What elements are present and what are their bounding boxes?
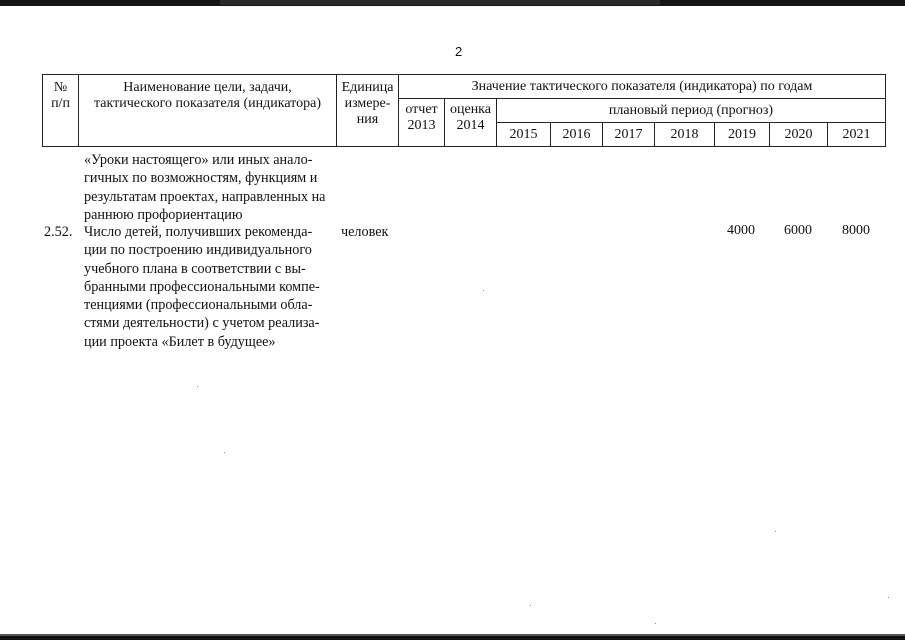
header-report [399, 99, 445, 147]
header-report-label: отчет [405, 102, 438, 117]
value-2020: 6000 [784, 223, 812, 238]
name-line: результатам проектах, направленных на [84, 188, 326, 205]
indicator-table-header [42, 74, 886, 147]
header-estimate [445, 99, 497, 147]
name-line: ции по построению индивидуального [84, 242, 312, 259]
scan-top-border [0, 0, 905, 6]
header-year-2016: 2016 [551, 123, 603, 147]
scan-speck [530, 605, 531, 606]
header-year-2017: 2017 [603, 123, 655, 147]
header-name-line1: Наименование цели, задачи, [123, 80, 292, 95]
name-line: учебного плана в соответствии с вы- [84, 260, 306, 277]
header-plan-title: плановый период (прогноз) [497, 99, 886, 123]
name-line: «Уроки настоящего» или иных анало- [84, 152, 313, 168]
header-year-2015: 2015 [497, 123, 551, 147]
header-name [79, 75, 337, 147]
value-2019: 4000 [727, 223, 755, 238]
table-row-unit: человек [341, 224, 389, 240]
scan-speck [775, 531, 776, 532]
header-name-line2: тактического показателя (индикатора) [94, 96, 321, 111]
scan-speck [197, 386, 198, 387]
header-report-year: 2013 [407, 118, 436, 133]
name-line: Число детей, получивших рекоменда- [84, 224, 313, 240]
header-year-2019: 2019 [715, 123, 770, 147]
header-unit-line2: измере- [344, 96, 391, 111]
value-2021: 8000 [842, 223, 870, 238]
scan-speck [888, 597, 889, 598]
page-number: 2 [455, 44, 463, 59]
name-line: стями деятельности) с учетом реализа- [84, 315, 320, 332]
table-row-num: 2.52. [44, 224, 73, 240]
scan-speck [655, 623, 656, 624]
scan-speck [224, 452, 225, 453]
header-num-line2: п/п [51, 96, 70, 111]
header-num-line1: № [53, 80, 68, 95]
table-row-continuation-name [84, 151, 336, 224]
header-year-2021: 2021 [828, 123, 886, 147]
header-year-2020: 2020 [770, 123, 828, 147]
header-year-2018: 2018 [655, 123, 715, 147]
header-unit-line1: Единица [341, 80, 394, 95]
header-estimate-year: 2014 [456, 118, 485, 133]
header-values-title: Значение тактического показателя (индикатора) по годам [399, 75, 886, 99]
header-unit-line3: ния [356, 112, 379, 127]
name-line: раннюю профориентацию [84, 206, 243, 223]
name-line: тенциями (профессиональными обла- [84, 297, 313, 314]
header-estimate-label: оценка [449, 102, 491, 117]
header-unit [337, 75, 399, 147]
name-line: гичных по возможностям, функциям и [84, 170, 318, 187]
scan-speck [483, 290, 484, 291]
header-num [43, 75, 79, 147]
table-row-name [84, 223, 336, 351]
name-line: бранными профессиональными компе- [84, 278, 320, 295]
scan-bottom-border [0, 636, 905, 640]
name-line: ции проекта «Билет в будущее» [84, 333, 276, 350]
